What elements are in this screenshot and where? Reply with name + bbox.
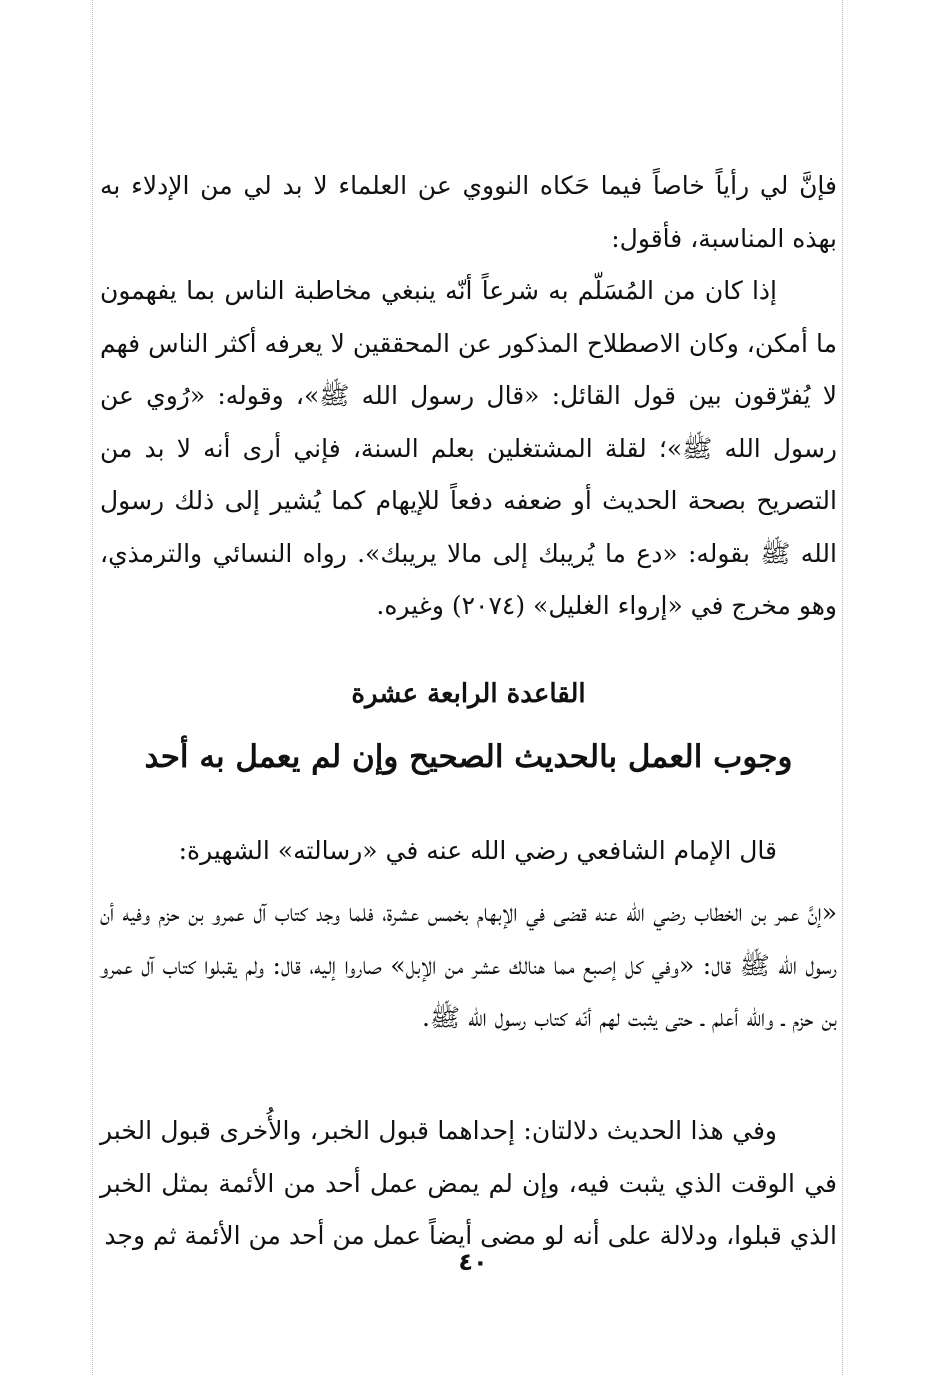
paragraph-3: قال الإمام الشافعي رضي الله عنه في «رسالته» الشهيرة: <box>178 836 777 865</box>
section-title: وجوب العمل بالحديث الصحيح وإن لم يعمل به أحد <box>144 738 793 775</box>
paragraph-5: وفي هذا الحديث دلالتان: إحداهما قبول الخبر، والأُخرى قبول الخبر في الوقت الذي يثبت فيه، وإن لم يمض عمل أحد من الأئمة بمثل الخبر الذي قبلوا، ودلالة على أنه لو مضى أيضاً عمل من أحد من الأئمة ثم وجد <box>100 1116 837 1250</box>
paragraph-4-quote: «إنَّ عمر بن الخطاب رضي الله عنه قضى في الإبهام بخمس عشرة، فلما وجد كتاب آل عمرو بن حزم وفيه أن رسول الله ﷺ قال: «وفي كل إصبع مما هنالك عشر من الإبل» صاروا إليه، قال: ولم يقبلوا كتاب آل عمرو بن حزم ـ والله أعلم ـ حتى يثبت لهم أنّه كتاب رسول الله ﷺ. <box>100 898 837 1032</box>
scan-margin-line <box>842 0 843 1375</box>
paragraph-2: إذا كان من المُسَلّم به شرعاً أنّه ينبغي مخاطبة الناس بما يفهمون ما أمكن، وكان الاصطلاح المذكور عن المحققين لا يعرفه أكثر الناس فهم لا يُفرّقون بين قول القائل: «قال رسول الله ﷺ»، وقوله: «رُوي عن رسول الله ﷺ»؛ لقلة المشتغلين بعلم السنة، فإني أرى أنه لا بد من التصريح بصحة الحديث أو ضعفه دفعاً للإيهام كما يُشير إلى ذلك رسول الله ﷺ بقوله: «دع ما يُريبك إلى مالا يريبك». رواه النسائي والترمذي، وهو مخرج في «إرواء الغليل» (٢٠٧٤) وغيره. <box>100 276 837 620</box>
scan-margin-line <box>92 0 93 1375</box>
page-number: ٤٠ <box>458 1248 488 1276</box>
paragraph-1: فإنَّ لي رأياً خاصاً فيما حَكاه النووي عن العلماء لا بد لي من الإدلاء به بهذه المناسبة، فأقول: <box>100 171 837 253</box>
section-rule-heading: القاعدة الرابعة عشرة <box>351 678 586 709</box>
